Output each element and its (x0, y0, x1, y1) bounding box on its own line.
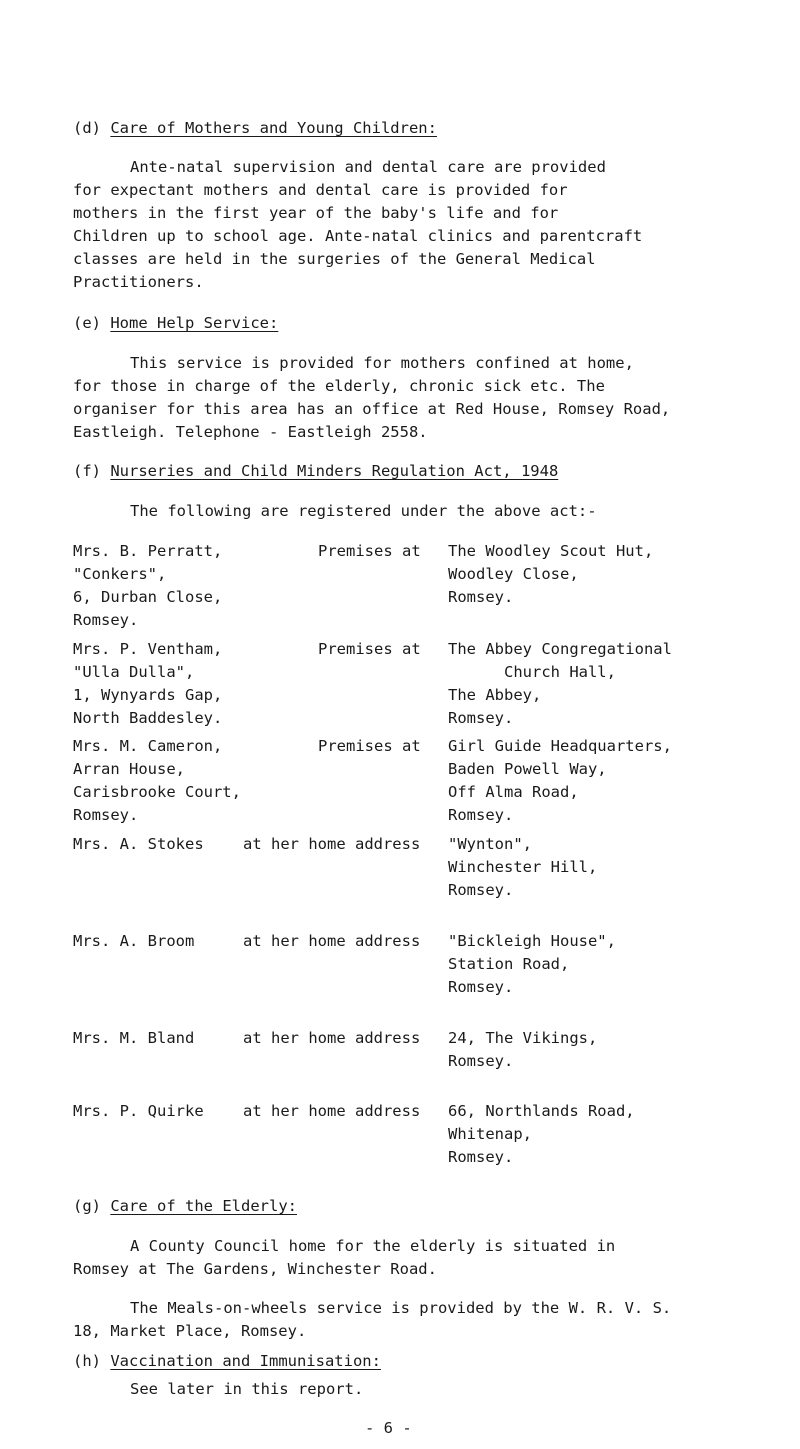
registrant-address-line: 24, The Vikings, (448, 1029, 598, 1047)
section-h-title: Vaccination and Immunisation: (110, 1352, 381, 1370)
registrant-address-line: Romsey. (448, 881, 514, 899)
registrant-address-line: Off Alma Road, (448, 783, 579, 801)
page-number: - 6 - (365, 1419, 412, 1437)
registrant-address (448, 735, 672, 827)
section-g-line: 18, Market Place, Romsey. (73, 1322, 307, 1340)
registrant-address-line: Woodley Close, (448, 565, 579, 583)
registrant-name (73, 735, 241, 827)
section-e-label: (e) (73, 314, 101, 332)
registrant-address-line: Winchester Hill, (448, 858, 598, 876)
section-d-label: (d) (73, 119, 101, 137)
registrant-where: Premises at (318, 640, 421, 658)
registrant-address-line: Romsey. (448, 978, 514, 996)
registrant-name-line: Romsey. (73, 611, 139, 629)
registrant-address-line: Romsey. (448, 806, 514, 824)
registrant-address-line: Romsey. (448, 1148, 514, 1166)
section-g-line: A County Council home for the elderly is situated in (130, 1237, 616, 1255)
registrant-name (73, 1100, 204, 1123)
registrant-where: at her home address (243, 1029, 421, 1047)
registrant-name-line: North Baddesley. (73, 709, 223, 727)
registrant-where: at her home address (243, 835, 421, 853)
registrant-name (73, 1027, 194, 1050)
section-d-line: Practitioners. (73, 273, 204, 291)
registrant-address (448, 833, 597, 902)
registrant-address-line: Romsey. (448, 1052, 514, 1070)
registrant-name-line: Mrs. A. Broom (73, 932, 195, 950)
registrant-address (448, 540, 653, 609)
section-d-line: Ante-natal supervision and dental care are provided (130, 158, 606, 176)
registrant-name-line: Mrs. M. Bland (73, 1029, 195, 1047)
registrant-name-line: "Conkers", (73, 565, 167, 583)
registrant-address-line: 66, Northlands Road, (448, 1102, 635, 1120)
registrant-name (73, 930, 194, 953)
registrant-where: Premises at (318, 542, 421, 560)
registrant-address-line: "Bickleigh House", (448, 932, 616, 950)
registrant-name (73, 833, 204, 856)
section-d-heading (73, 117, 437, 139)
registrant-address-line: Girl Guide Headquarters, (448, 737, 672, 755)
section-e-title: Home Help Service: (110, 314, 279, 332)
registrant-name-line: Mrs. M. Cameron, (73, 737, 223, 755)
section-d-line: Children up to school age. Ante-natal clinics and parentcraft (73, 227, 643, 245)
section-h-heading (73, 1350, 381, 1372)
section-g-line: Romsey at The Gardens, Winchester Road. (73, 1260, 437, 1278)
registrant-address-line: Baden Powell Way, (448, 760, 607, 778)
registrant-where: Premises at (318, 737, 421, 755)
section-e-line: for those in charge of the elderly, chronic sick etc. The (73, 377, 605, 395)
registrant-name-line: Mrs. A. Stokes (73, 835, 204, 853)
registrant-address (448, 638, 672, 730)
registrant-name-line: Mrs. B. Perratt, (73, 542, 223, 560)
registrant-name (73, 638, 222, 730)
registrant-address-line: Church Hall, (448, 663, 616, 681)
section-g-title: Care of the Elderly: (110, 1197, 297, 1215)
registrant-name-line: "Ulla Dulla", (73, 663, 195, 681)
section-e-line: This service is provided for mothers confined at home, (130, 354, 634, 372)
section-g-label: (g) (73, 1197, 101, 1215)
registrant-address-line: The Abbey Congregational (448, 640, 672, 658)
section-f-label: (f) (73, 462, 101, 480)
section-g-line: The Meals-on-wheels service is provided by the W. R. V. S. (130, 1299, 672, 1317)
section-e-line: Eastleigh. Telephone - Eastleigh 2558. (73, 423, 428, 441)
registrant-where: at her home address (243, 932, 421, 950)
registrant-address-line: "Wynton", (448, 835, 532, 853)
section-e-line: organiser for this area has an office at Red House, Romsey Road, (73, 400, 671, 418)
section-d-line: for expectant mothers and dental care is provided for (73, 181, 568, 199)
section-h-label: (h) (73, 1352, 101, 1370)
registrant-name-line: Romsey. (73, 806, 139, 824)
section-f-title: Nurseries and Child Minders Regulation Act, 1948 (110, 462, 559, 480)
section-d-line: classes are held in the surgeries of the General Medical (73, 250, 596, 268)
registrant-address-line: Station Road, (448, 955, 570, 973)
registrant-address (448, 1100, 635, 1169)
registrant-address (448, 930, 616, 999)
registrant-address-line: The Woodley Scout Hut, (448, 542, 654, 560)
registrant-name-line: 6, Durban Close, (73, 588, 223, 606)
section-g-heading (73, 1195, 297, 1217)
registrant-name-line: 1, Wynyards Gap, (73, 686, 223, 704)
section-d-line: mothers in the first year of the baby's life and for (73, 204, 559, 222)
section-e-heading (73, 312, 278, 334)
registrant-address-line: Whitenap, (448, 1125, 532, 1143)
section-d-title: Care of Mothers and Young Children: (110, 119, 437, 137)
registrant-name-line: Mrs. P. Ventham, (73, 640, 223, 658)
registrant-address-line: The Abbey, (448, 686, 542, 704)
registrant-where: at her home address (243, 1102, 421, 1120)
registrant-address-line: Romsey. (448, 588, 514, 606)
section-f-heading (73, 460, 558, 482)
registrant-name (73, 540, 222, 632)
registrant-address-line: Romsey. (448, 709, 514, 727)
section-h-text: See later in this report. (130, 1380, 364, 1398)
registrant-address (448, 1027, 597, 1073)
registrant-name-line: Arran House, (73, 760, 185, 778)
section-f-intro: The following are registered under the above act:- (130, 502, 597, 520)
registrant-name-line: Carisbrooke Court, (73, 783, 241, 801)
registrant-name-line: Mrs. P. Quirke (73, 1102, 204, 1120)
